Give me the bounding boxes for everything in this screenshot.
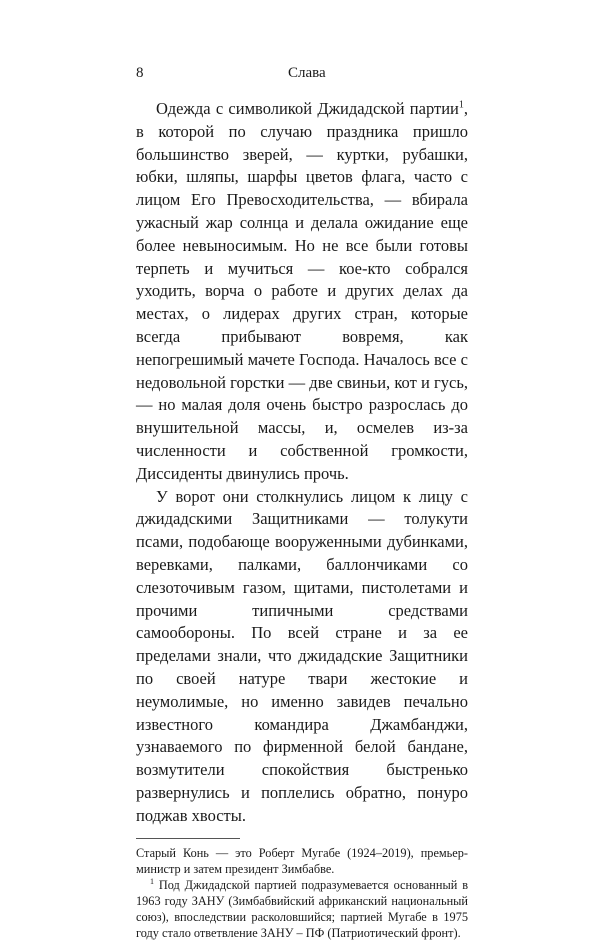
running-head: [136, 62, 468, 84]
footnote-number: 1: [150, 876, 154, 886]
paragraph-text: У ворот они столкнулись лицом к лицу с джидадскими Защитниками — толукути псами, подобающе вооруженными дубинками, веревками, палками, баллончиками со слезоточивым газом, щитами, пистолетами и прочими типичными средствами самообороны. По всей стране и за ее пределами знали, что джидадские Защитники по своей натуре твари жестокие и неумолимые, но именно завидев печально известного командира Джамбанджи, узнаваемого по фирменной белой бандане, возмутители спокойствия быстренько развернулись и поплелись обратно, понуро поджав хвосты.: [136, 486, 468, 825]
body-text: [136, 98, 468, 828]
paragraph: [136, 486, 468, 828]
footnote-text: Под Джидадской партией подразумевается основанный в 1963 году ЗАНУ (Зимбабвийский африканский национальный союз), впоследствии расколовшийся; партией Мугабе в 1975 году стало ответвление ЗАНУ – ПФ (Патриотический фронт).: [136, 877, 468, 940]
footnotes: [136, 845, 468, 941]
paragraph-text: , в которой по случаю праздника пришло большинство зверей, — куртки, рубашки, юбки, шляпы, шарфы цветов флага, часто с лицом Его Превосходительства, — вбирала ужасный жар солнца и делала ожидание еще более невыносимым. Но не все были готовы терпеть и мучиться — кое-кто собрался уходить, ворча о работе и других делах да местах, о лидерах других стран, которые всегда прибывают вовремя, как непогрешимый мачете Господа. Началось все с недовольной горстки — две свиньи, кот и гусь, — но малая доля очень быстро разрослась до внушительной массы, и, осмелев из-за численности и собственной громкости, Диссиденты двинулись прочь.: [136, 99, 468, 483]
footnote-text: Старый Конь — это Роберт Мугабе (1924–2019), премьер-министр и затем президент Зимбабве.: [136, 845, 468, 876]
footnote-marker: 1: [458, 99, 464, 111]
footnote: [136, 845, 468, 877]
book-page: [136, 62, 468, 941]
paragraph: [136, 98, 468, 486]
footnote: [136, 877, 468, 941]
paragraph-text: Одежда с символикой Джидадской партии: [156, 99, 459, 118]
footnote-divider: [136, 838, 240, 839]
chapter-title: Слава: [288, 65, 326, 81]
page-number: 8: [136, 65, 144, 81]
